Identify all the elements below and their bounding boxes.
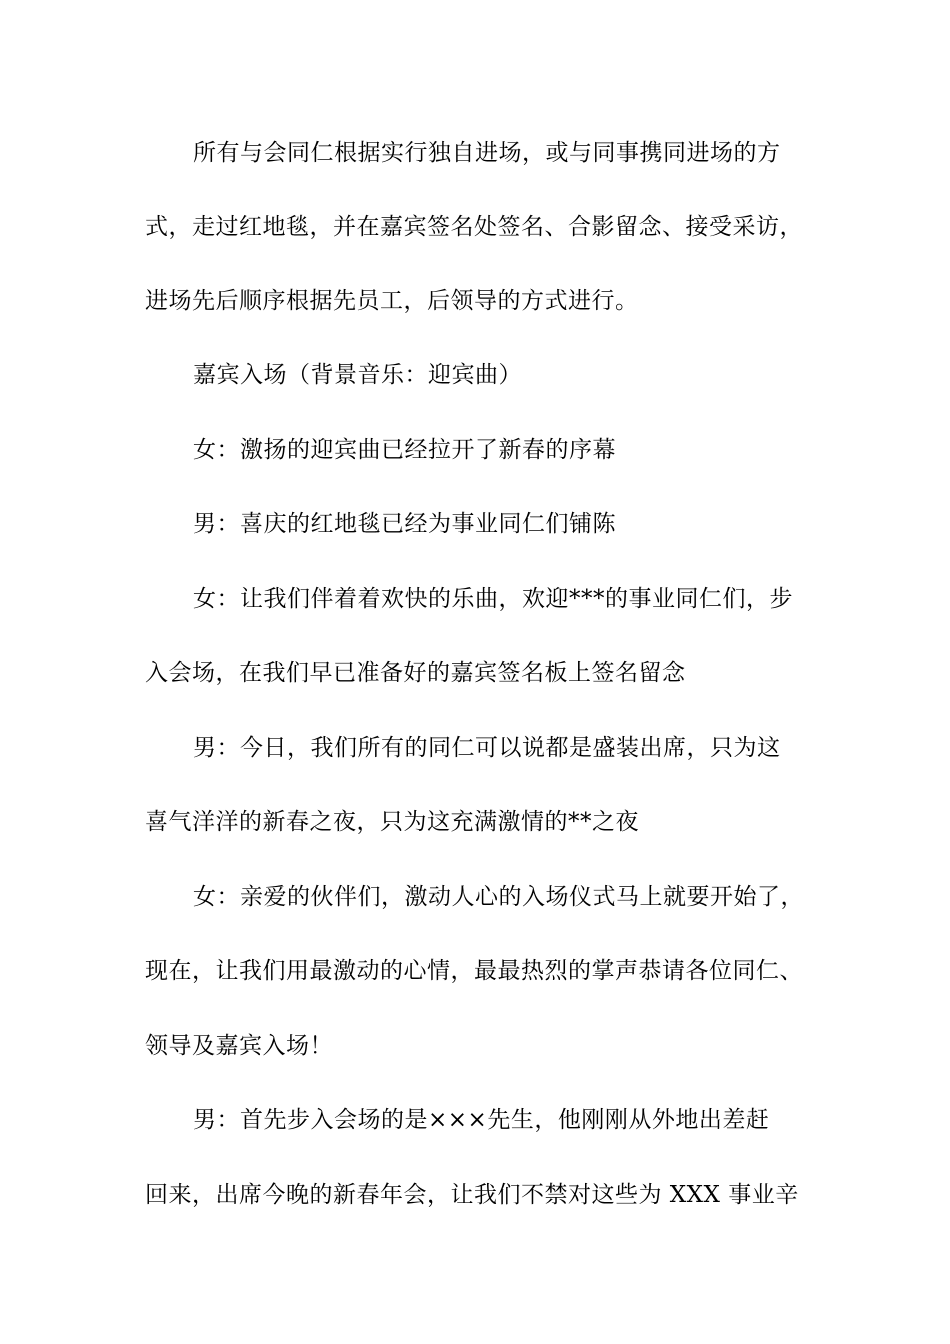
dialogue-line: 男：今日，我们所有的同仁可以说都是盛装出席，只为这 <box>193 735 781 761</box>
dialogue-line: 女：激扬的迎宾曲已经拉开了新春的序幕 <box>193 437 616 463</box>
dialogue-line: 现在，让我们用最激动的心情，最最热烈的掌声恭请各位同仁、 <box>145 958 803 984</box>
paragraph-line: 所有与会同仁根据实行独自进场，或与同事携同进场的方 <box>193 140 781 166</box>
dialogue-line: 领导及嘉宾入场！ <box>145 1033 333 1059</box>
dialogue-line: 喜气洋洋的新春之夜，只为这充满激情的**之夜 <box>145 809 639 835</box>
section-heading: 嘉宾入场（背景音乐：迎宾曲） <box>193 362 522 388</box>
dialogue-line: 入会场，在我们早已准备好的嘉宾签名板上签名留念 <box>145 660 686 686</box>
dialogue-line: 男：首先步入会场的是×××先生，他刚刚从外地出差赶 <box>193 1107 770 1133</box>
dialogue-line: 回来，出席今晚的新春年会，让我们不禁对这些为 XXX 事业辛 <box>145 1182 799 1208</box>
dialogue-line: 男：喜庆的红地毯已经为事业同仁们铺陈 <box>193 511 616 537</box>
dialogue-line: 女：亲爱的伙伴们，激动人心的入场仪式马上就要开始了， <box>193 884 804 910</box>
paragraph-line: 进场先后顺序根据先员工，后领导的方式进行。 <box>145 288 639 314</box>
paragraph-line: 式，走过红地毯，并在嘉宾签名处签名、合影留念、接受采访， <box>145 214 803 240</box>
dialogue-line: 女：让我们伴着着欢快的乐曲，欢迎***的事业同仁们，步 <box>193 586 793 612</box>
